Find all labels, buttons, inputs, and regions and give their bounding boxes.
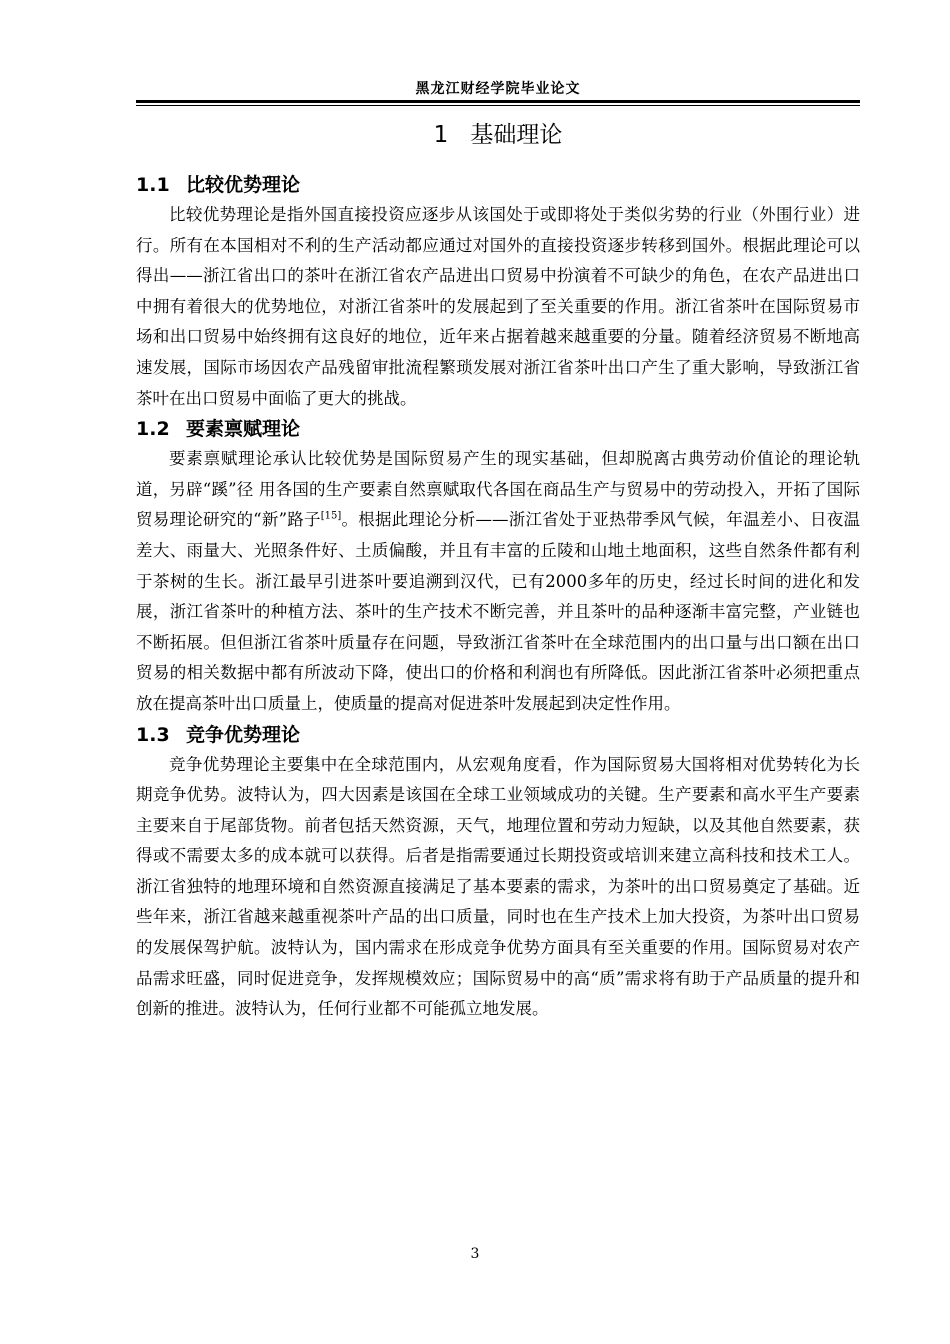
section-paragraph: 比较优势理论是指外国直接投资应逐步从该国处于或即将处于类似劣势的行业（外围行业）进行。所有在本国相对不利的生产活动都应通过对国外的直接投资逐步转移到国外。根据此理论可以得出——浙江省出口的茶叶在浙江省农产品进出口贸易中扮演着不可缺少的角色，在农产品进出口中拥有着很大的优势地位，对浙江省茶叶的发展起到了至关重要的作用。浙江省茶叶在国际贸易市场和出口贸易中始终拥有这良好的地位，近年来占据着越来越重要的分量。随着经济贸易不断地高速发展，国际市场因农产品残留审批流程繁琐发展对浙江省茶叶出口产生了重大影响，导致浙江省茶叶在出口贸易中面临了更大的挑战。 (136, 205, 860, 408)
section-paragraph (136, 444, 860, 719)
paragraph-text-after-citation: 。根据此理论分析——浙江省处于亚热带季风气候，年温差小、日夜温差大、雨量大、光照条件好、土质偏酸，并且有丰富的丘陵和山地土地面积，这些自然条件都有利于茶树的生长。浙江最早引进茶叶要追溯到汉代，已有2000多年的历史，经过长时间的进化和发展，浙江省茶叶的种植方法、茶叶的生产技术不断完善，并且茶叶的品种逐渐丰富完整，产业链也不断拓展。但但浙江省茶叶质量存在问题，导致浙江省茶叶在全球范围内的出口量与出口额在出口贸易的相关数据中都有所波动下降，使出口的价格和利润也有所降低。因此浙江省茶叶必须把重点放在提高茶叶出口质量上，使质量的提高对促进茶叶发展起到决定性作用。 (136, 510, 861, 713)
section-1-2 (136, 414, 860, 719)
body-content (136, 170, 860, 1025)
section-title-text: 比较优势理论 (186, 174, 301, 196)
section-paragraph: 竞争优势理论主要集中在全球范围内，从宏观角度看，作为国际贸易大国将相对优势转化为长期竞争优势。波特认为，四大因素是该国在全球工业领域成功的关键。生产要素和高水平生产要素主要来自于尾部货物。前者包括天然资源，天气，地理位置和劳动力短缺，以及其他自然要素，获得或不需要太多的成本就可以获得。后者是指需要通过长期投资或培训来建立高科技和技术工人。浙江省独特的地理环境和自然资源直接满足了基本要素的需求，为茶叶的出口贸易奠定了基础。近些年来，浙江省越来越重视茶叶产品的出口质量，同时也在生产技术上加大投资，为茶叶出口贸易的发展保驾护航。波特认为，国内需求在形成竞争优势方面具有至关重要的作用。国际贸易对农产品需求旺盛，同时促进竞争，发挥规模效应；国际贸易中的高“质”需求将有助于产品质量的提升和创新的推进。波特认为，任何行业都不可能孤立地发展。 (136, 754, 860, 1019)
citation-reference: [15] (320, 510, 342, 522)
section-number: 1.1 (136, 174, 170, 196)
section-1-1 (136, 170, 860, 414)
page-number: 3 (470, 1246, 480, 1262)
section-heading (136, 414, 860, 444)
section-number: 1.3 (136, 723, 170, 746)
chapter-title-text: 基础理论 (470, 122, 563, 148)
running-header: 黑龙江财经学院毕业论文 (415, 81, 581, 97)
section-heading (136, 170, 860, 200)
section-title-text: 竞争优势理论 (186, 723, 301, 746)
header-rule-thick (136, 100, 860, 103)
section-heading (136, 720, 860, 750)
paragraph-text-before-citation: 要素禀赋理论承认比较优势是国际贸易产生的现实基础，但却脱离古典劳动价值论的理论轨道，另辟“蹊”径 用各国的生产要素自然禀赋取代各国在商品生产与贸易中的劳动投入，开拓了国际贸易理论研究的“新”路子 (136, 449, 860, 530)
section-number: 1.2 (136, 418, 170, 441)
header-rule-thin (136, 105, 860, 106)
section-1-3 (136, 720, 860, 1025)
chapter-title (136, 116, 860, 149)
chapter-number: 1 (433, 122, 449, 148)
section-title-text: 要素禀赋理论 (186, 418, 301, 441)
